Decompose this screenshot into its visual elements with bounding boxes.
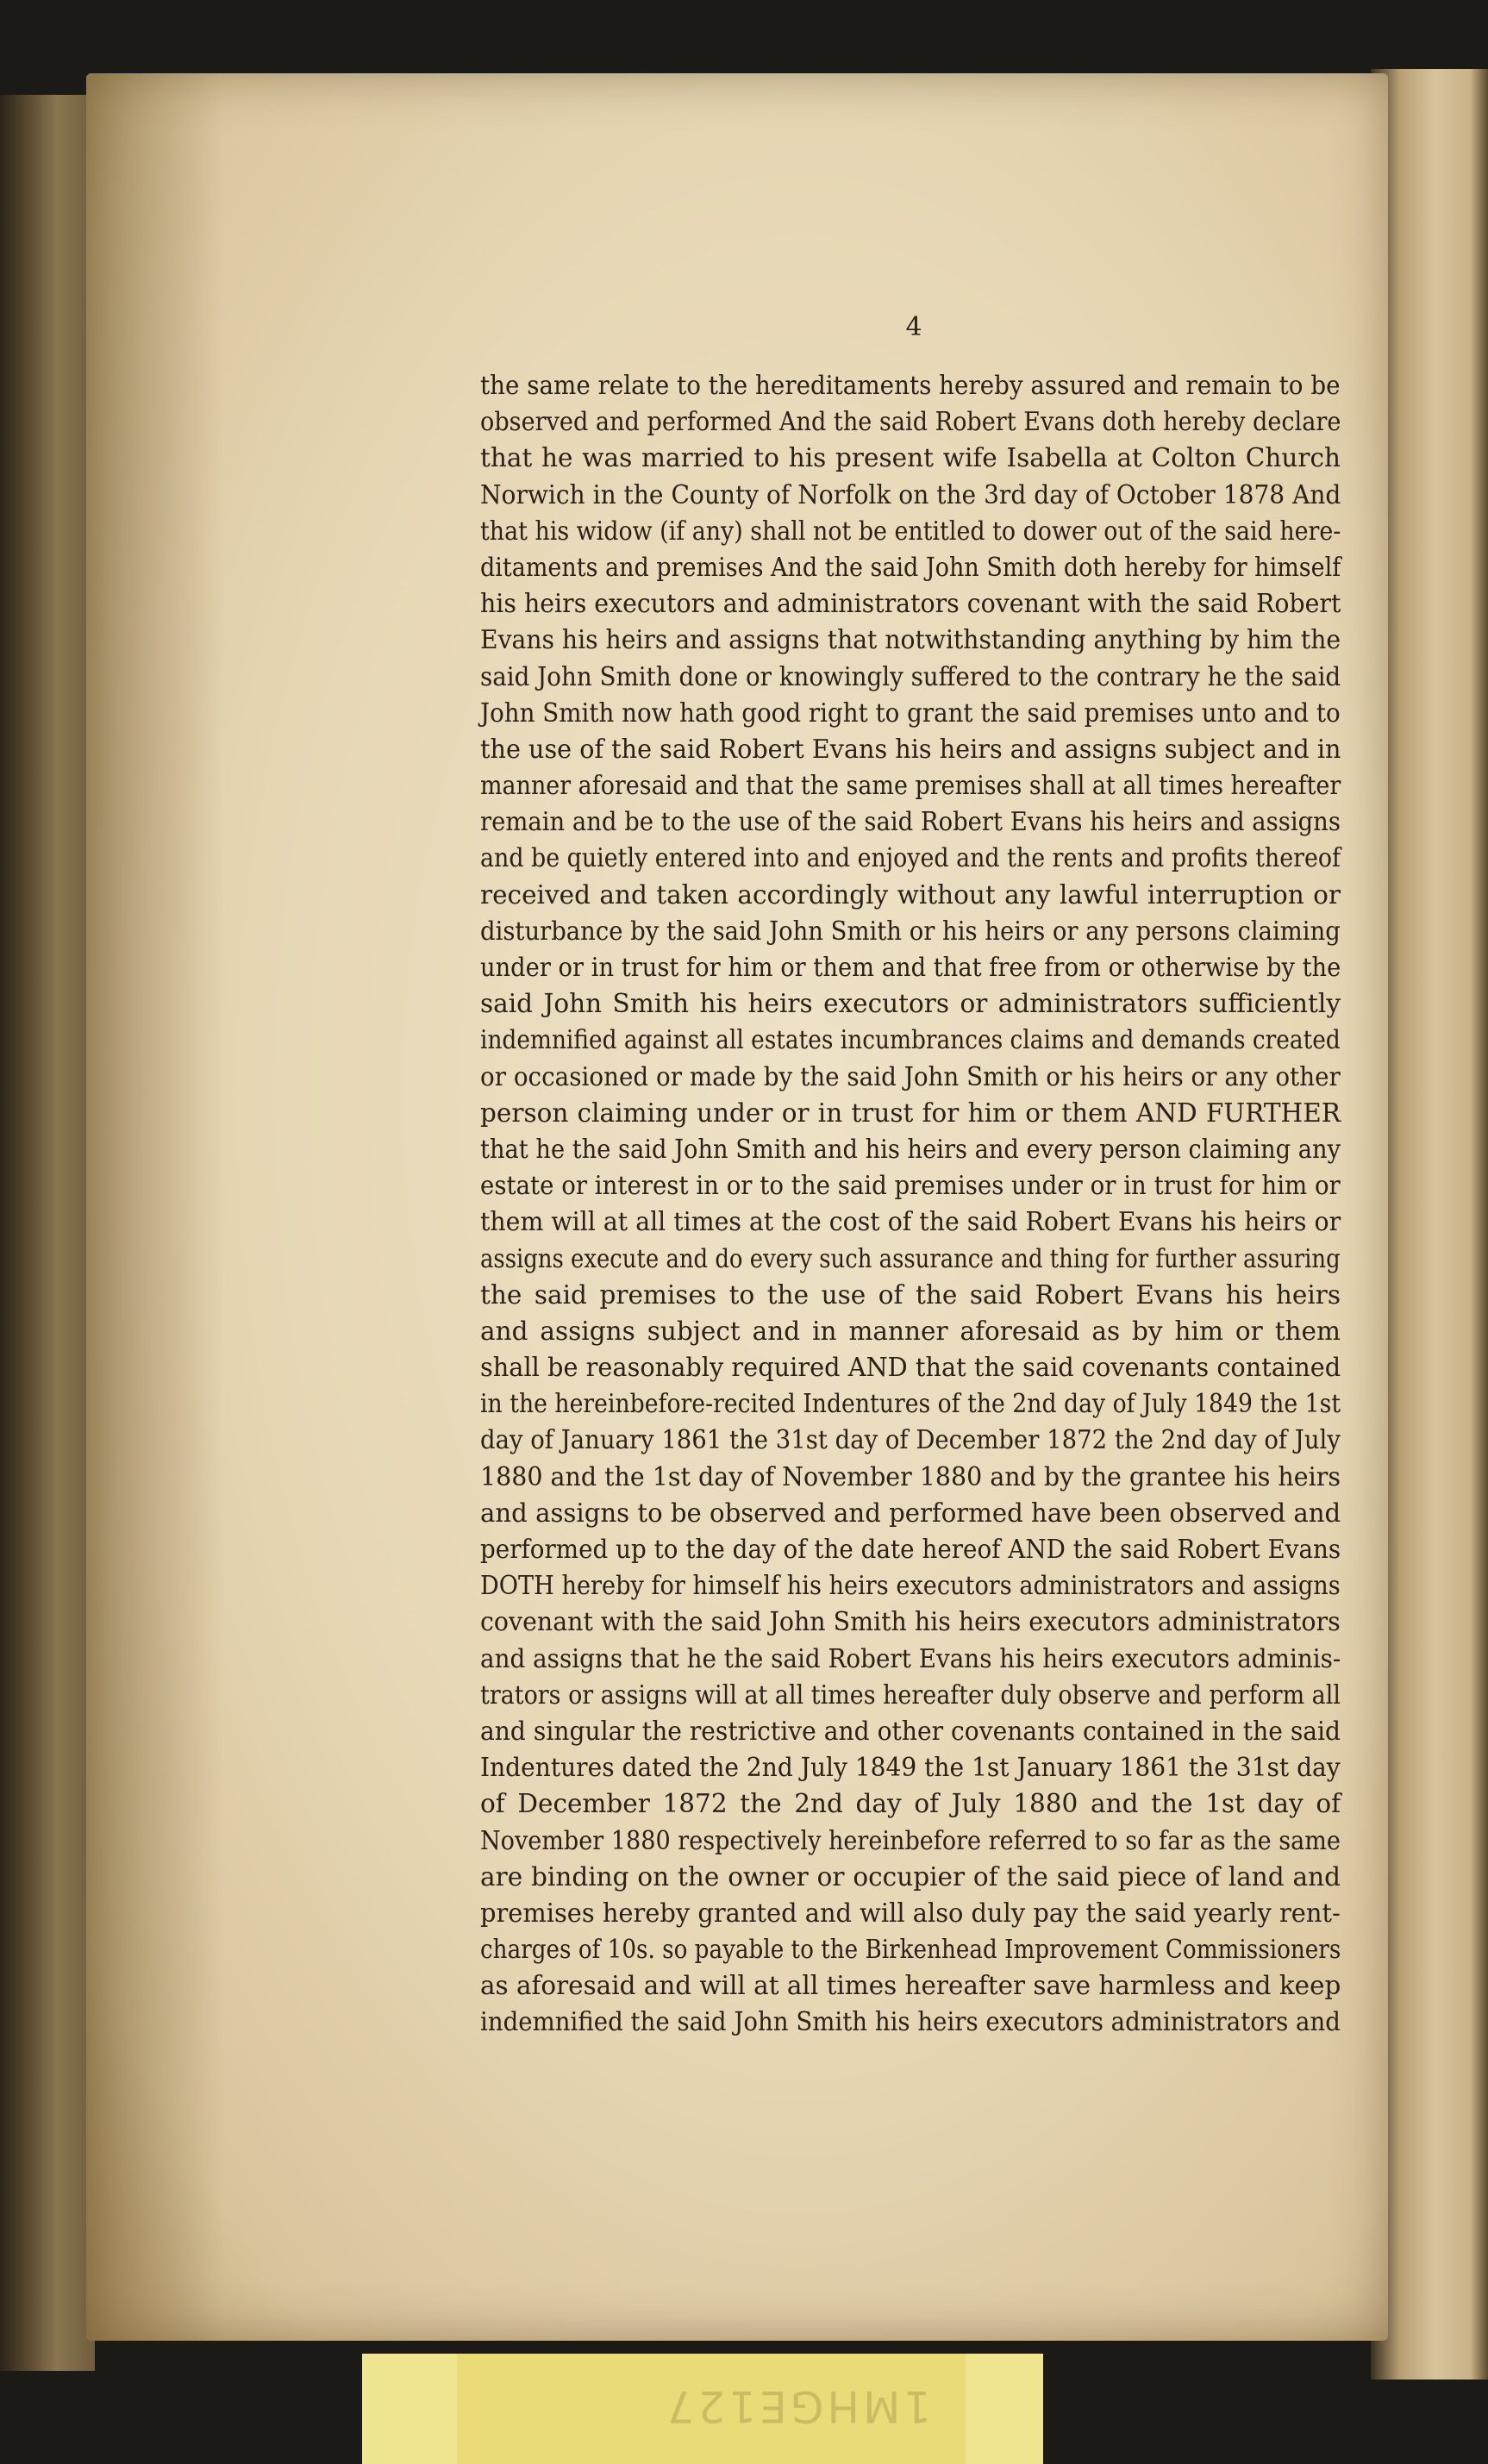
text-line: and assigns that he the said Robert Evans his heirs executors adminis- [480,1643,1341,1673]
text-line: observed and performed And the said Robert Evans doth hereby declare [480,407,1341,437]
index-tab-label: 1MHGE127 [663,2381,931,2431]
text-line: ditaments and premises And the said John Smith doth hereby for himself [480,552,1341,582]
text-line: and assigns subject and in manner aforesaid as by him or them [480,1316,1341,1346]
text-line: or occasioned or made by the said John Smith or his heirs or any other [480,1061,1341,1091]
text-line: Norwich in the County of Norfolk on the 3rd day of October 1878 And [480,479,1341,510]
text-line: that he was married to his present wife Isabella at Colton Church [480,443,1341,473]
text-line: received and taken accordingly without any lawful interruption or [480,879,1341,910]
document-body [480,367,1341,2041]
text-line: performed up to the day of the date hereof AND the said Robert Evans [480,1535,1341,1564]
text-line: 1880 and the 1st day of November 1880 and by the grantee his heirs [480,1461,1341,1492]
text-line: manner aforesaid and that the same premises shall at all times hereafter [480,771,1341,801]
text-line: of December 1872 the 2nd day of July 1880 and the 1st day of [480,1789,1341,1819]
text-line: said John Smith done or knowingly suffered to the contrary he the said [480,661,1341,691]
text-line: day of January 1861 the 31st day of December 1872 the 2nd day of July [480,1425,1341,1455]
text-line: in the hereinbefore-recited Indentures of the 2nd day of July 1849 the 1st [480,1389,1341,1419]
text-line: under or in trust for him or them and that free from or otherwise by the [480,953,1341,982]
text-line: that he the said John Smith and his heirs and every person claiming any [480,1134,1341,1164]
text-line: Evans his heirs and assigns that notwithstanding anything by him the [480,625,1341,655]
page-gutter-shadow [86,73,224,2341]
text-line: indemnified against all estates incumbrances claims and demands created [480,1025,1341,1055]
text-line: are binding on the owner or occupier of the said piece of land and [480,1861,1341,1892]
adjacent-page-edge [1371,69,1488,2380]
text-line: indemnified the said John Smith his heirs executors administrators and [480,2007,1341,2037]
text-line: the use of the said Robert Evans his heirs and assigns subject and in [480,734,1341,764]
text-line: his heirs executors and administrators covenant with the said Robert [480,589,1341,619]
text-line: premises hereby granted and will also duly pay the said yearly rent- [480,1898,1341,1928]
text-line: that his widow (if any) shall not be entitled to dower out of the said here- [480,516,1341,546]
text-line: as aforesaid and will at all times hereafter save harmless and keep [480,1971,1341,2001]
text-line: the said premises to the use of the said Robert Evans his heirs [480,1279,1341,1310]
book-binding-left [0,95,95,2371]
text-line: John Smith now hath good right to grant the said premises unto and to [480,697,1341,728]
text-line: DOTH hereby for himself his heirs executors administrators and assigns [480,1571,1341,1601]
text-line: said John Smith his heirs executors or administrators sufficiently [480,989,1341,1019]
text-line: estate or interest in or to the said premises under or in trust for him or [480,1171,1341,1201]
text-line: assigns execute and do every such assurance and thing for further assuring [480,1243,1341,1273]
text-line: them will at all times at the cost of the said Robert Evans his heirs or [480,1207,1341,1237]
text-line: disturbance by the said John Smith or his heirs or any persons claiming [480,916,1341,946]
text-line: charges of 10s. so payable to the Birkenhead Improvement Commissioners [480,1935,1341,1965]
text-line: and assigns to be observed and performed have been observed and [480,1498,1341,1528]
text-line: person claiming under or in trust for him or them AND FURTHER [480,1098,1341,1128]
text-line: and be quietly entered into and enjoyed and the rents and profits thereof [480,843,1341,873]
text-line: and singular the restrictive and other covenants contained in the said [480,1716,1341,1746]
text-line: remain and be to the use of the said Robert Evans his heirs and assigns [480,807,1341,837]
text-line: shall be reasonably required AND that the said covenants contained [480,1353,1341,1383]
text-line: the same relate to the hereditaments hereby assured and remain to be [480,371,1341,400]
text-line: trators or assigns will at all times hereafter duly observe and perform all [480,1679,1341,1710]
page-number: 4 [905,312,922,342]
text-line: covenant with the said John Smith his heirs executors administrators [480,1607,1341,1637]
text-line: November 1880 respectively hereinbefore referred to so far as the same [480,1825,1341,1855]
text-line: Indentures dated the 2nd July 1849 the 1st January 1861 the 31st day [480,1753,1341,1783]
